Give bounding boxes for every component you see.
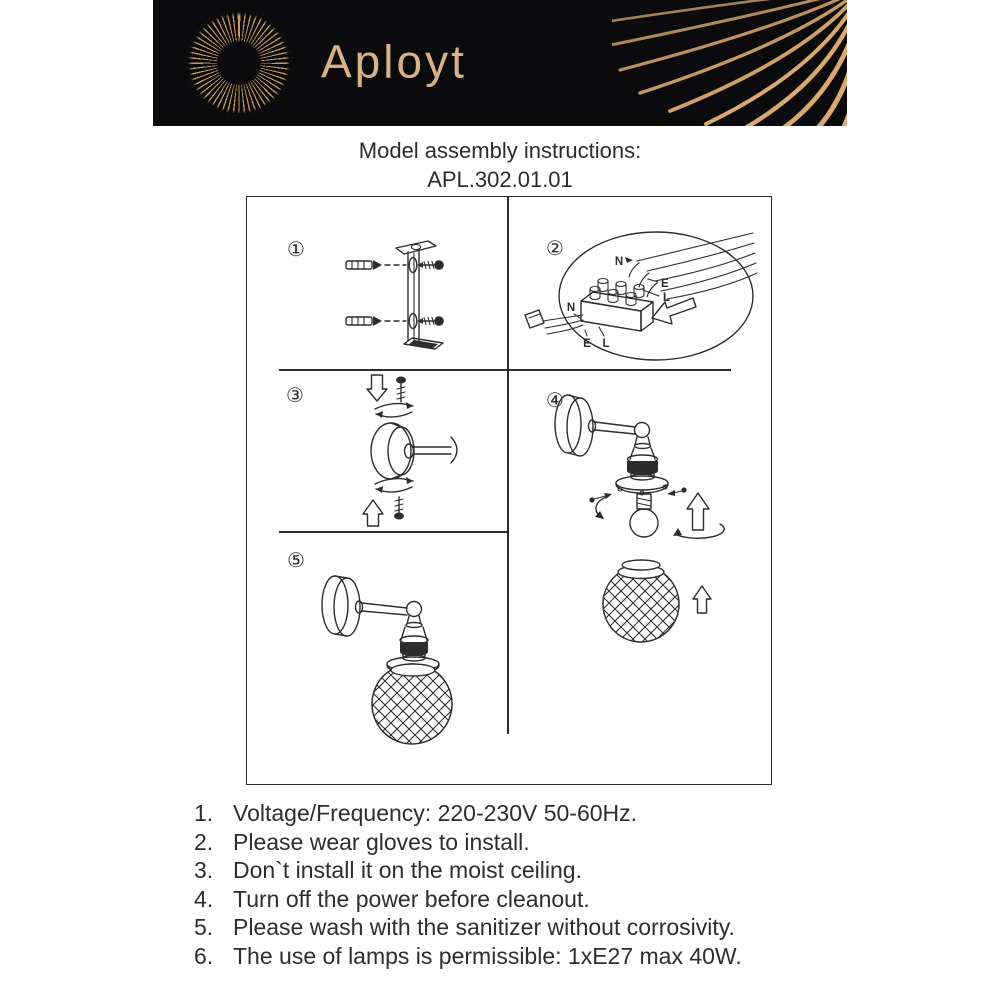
instruction-text: Voltage/Frequency: 220-230V 50-60Hz. xyxy=(233,800,638,826)
side-screw-right xyxy=(667,487,687,496)
instruction-text: Please wash with the sanitizer without corrosivity. xyxy=(233,914,735,941)
instruction-list xyxy=(194,799,742,971)
panel-3-canopy-screws xyxy=(247,369,507,531)
panel-4-socket-bulb xyxy=(507,369,771,734)
hook-arm xyxy=(413,437,457,463)
instruction-item xyxy=(194,913,742,942)
rotation-arrows-top xyxy=(375,402,413,418)
instruction-text: Don`t install it on the moist ceiling. xyxy=(233,857,582,884)
instruction-item xyxy=(194,856,742,885)
label-wire-n-top: N xyxy=(614,256,624,268)
instruction-number: 2. xyxy=(194,828,214,855)
rotation-arrows-bottom xyxy=(375,477,413,493)
instruction-item xyxy=(194,828,742,857)
panel-4-number: ④ xyxy=(546,388,564,412)
label-wire-e-top: E xyxy=(661,278,669,290)
page-title: Model assembly instructions: xyxy=(358,138,642,163)
instruction-text: Please wear gloves to install. xyxy=(233,828,530,855)
instruction-number: 1. xyxy=(194,800,214,826)
assembly-diagram xyxy=(246,196,772,785)
instruction-number: 4. xyxy=(194,885,214,912)
label-wire-l-top: L xyxy=(663,292,671,304)
rotate-arrow-icon xyxy=(673,524,724,538)
instruction-number: 3. xyxy=(194,857,214,884)
brand-banner xyxy=(153,0,847,126)
title-block xyxy=(0,136,1000,194)
up-arrow-icon xyxy=(687,493,709,530)
brand-wordmark: Aployt xyxy=(321,35,467,88)
label-wire-n-bottom: N xyxy=(566,302,576,314)
down-arrow-icon xyxy=(367,375,387,401)
ceiling-wires xyxy=(629,233,757,299)
light-bulb xyxy=(630,494,658,537)
panel-1-number: ① xyxy=(287,237,305,261)
instruction-text: Turn off the power before cleanout. xyxy=(233,885,590,912)
lamp-arm xyxy=(362,602,422,617)
mounting-screw-bottom xyxy=(417,316,444,326)
screw-bottom xyxy=(394,497,404,520)
direction-arrow-icon xyxy=(652,298,696,324)
canopy-disc xyxy=(371,423,414,479)
panel-5-finished-lamp xyxy=(247,531,507,782)
instruction-item xyxy=(194,942,742,971)
wall-anchor-bottom xyxy=(346,316,406,326)
instruction-item xyxy=(194,799,742,828)
up-arrow-small-icon xyxy=(693,586,711,613)
mesh-globe-shade xyxy=(603,560,679,642)
instruction-text: The use of lamps is permissible: 1xE27 max 40W. xyxy=(233,942,742,969)
sunburst-logo-icon xyxy=(186,10,292,116)
panel-2-number: ② xyxy=(546,236,564,260)
socket-assembly xyxy=(616,437,668,495)
up-arrow-icon xyxy=(363,500,383,526)
panel-5-number: ⑤ xyxy=(287,548,305,572)
instruction-number: 5. xyxy=(194,914,214,941)
model-number: APL.302.01.01 xyxy=(427,167,573,192)
wall-anchor-top xyxy=(346,260,406,270)
instruction-item xyxy=(194,885,742,914)
terminal-block xyxy=(581,279,653,332)
panel-3-number: ③ xyxy=(286,383,304,407)
panel-2-wiring xyxy=(507,197,771,369)
wall-plate xyxy=(322,576,363,636)
instruction-number: 6. xyxy=(194,942,214,969)
decorative-rays-icon xyxy=(612,0,847,126)
label-wire-e-bottom: E xyxy=(583,338,591,350)
lamp-arm xyxy=(595,422,650,438)
mounting-bracket xyxy=(396,241,443,349)
screw-top xyxy=(396,377,406,403)
wire-labels xyxy=(567,256,670,350)
side-screw-left xyxy=(589,493,612,503)
curved-arrow-icon xyxy=(595,497,607,519)
mesh-globe-shade xyxy=(372,664,452,744)
panel-1-bracket-mounting xyxy=(247,197,507,369)
mounting-screw-top xyxy=(417,260,444,270)
label-wire-l-bottom: L xyxy=(602,338,610,350)
